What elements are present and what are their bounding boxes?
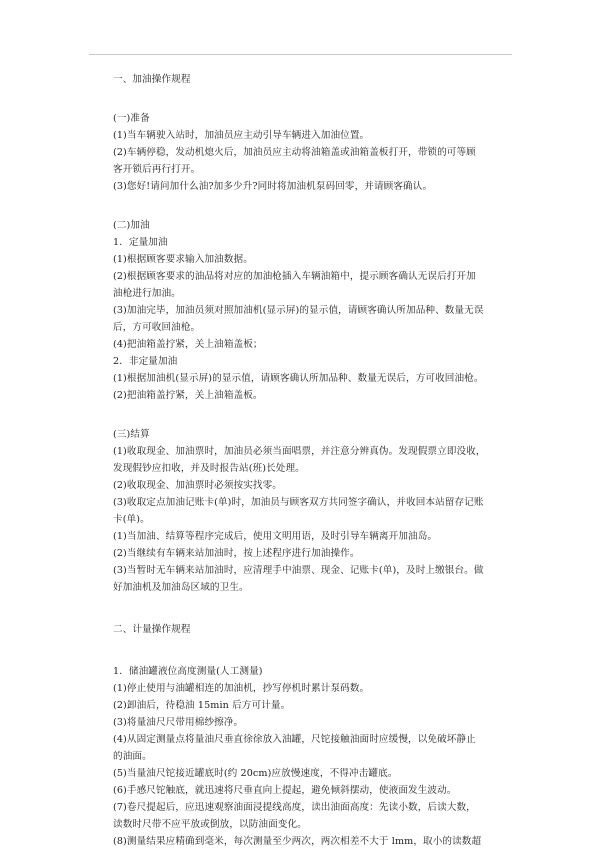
paragraph-line: 后，方可收回油枪。 — [113, 322, 201, 333]
section-heading: 一、加油操作规程 — [113, 74, 191, 85]
paragraph-line: (5)当量油尺铊接近罐底时(约 20cm)应放慢速度，不得冲击罐底。 — [113, 768, 398, 779]
header-rule — [89, 54, 512, 55]
paragraph-line: 2．非定量加油 — [113, 356, 178, 367]
paragraph-line: 卡(单)。 — [113, 514, 150, 525]
document-body — [113, 71, 518, 850]
paragraph-line: (1)根据加油机(显示屏)的显示值，请顾客确认所加品种、数量无误后，方可收回油枪。 — [113, 373, 484, 384]
paragraph-line: (3)加油完毕，加油员须对照加油机(显示屏)的显示值，请顾客确认所加品种、数量无误 — [113, 305, 484, 316]
paragraph-line: 油枪进行加油。 — [113, 288, 181, 299]
paragraph-line: 客开锁后再行打开。 — [113, 164, 201, 175]
paragraph-line: (3)当暂时无车辆来站加油时，应清理手中油票、现金、记账卡(单)，及时上缴银台。做 — [113, 565, 484, 576]
paragraph-line: (2)卸油后，待稳油 15min 后方可计量。 — [113, 700, 291, 711]
paragraph-line: 1．定量加油 — [113, 237, 168, 248]
paragraph-line: (2)根据顾客要求的油品将对应的加油枪插入车辆油箱中，提示顾客确认无误后打开加 — [113, 271, 476, 282]
paragraph-line: (1)当加油、结算等程序完成后，使用文明用语，及时引导车辆离开加油岛。 — [113, 531, 438, 542]
paragraph-line: (6)手感尺铊触底，就迅速将尺垂直向上提起，避免倾斜摆动，使液面发生波动。 — [113, 785, 457, 796]
paragraph-line: (4)从固定测量点将量油尺垂直徐徐放入油罐，尺铊接触油面时应缓慢，以免破坏静止 — [113, 734, 476, 745]
paragraph-line: (2)当继续有车辆来站加油时，按上述程序进行加油操作。 — [113, 548, 360, 559]
paragraph-line: (3)收取定点加油记账卡(单)时，加油员与顾客双方共同签字确认，并收回本站留存记账 — [113, 497, 484, 508]
paragraph-line: (1)当车辆驶入站时，加油员应主动引导车辆进入加油位置。 — [113, 130, 370, 141]
paragraph-line: (2)收取现金、加油票时必须按实找零。 — [113, 480, 282, 491]
paragraph-line: (1)收取现金、加油票时，加油员必须当面唱票，并注意分辨真伪。发现假票立即没收， — [113, 446, 486, 457]
paragraph-line: (2)把油箱盖拧紧，关上油箱盖板。 — [113, 390, 263, 401]
section-heading: 二、计量操作规程 — [113, 624, 191, 635]
paragraph-line: 好加油机及加油岛区域的卫生。 — [113, 582, 249, 593]
paragraph-line: (3)您好!请问加什么油?加多少升?同时将加油机泵码回零，并请顾客确认。 — [113, 181, 433, 192]
paragraph-line: (8)测量结果应精确到毫米，每次测量至少两次，两次相差不大于 lmm，取小的读数超 — [113, 836, 482, 847]
subsection-heading: (三)结算 — [113, 429, 150, 440]
paragraph-line: (3)将量油尺尺带用棉纱擦净。 — [113, 717, 244, 728]
subsection-heading: (二)加油 — [113, 220, 150, 231]
paragraph-line: 读数时尺带不应平放或倒放，以防油面变化。 — [113, 819, 307, 830]
paragraph-line: (1)停止使用与油罐相连的加油机，抄写停机时累计泵码数。 — [113, 683, 370, 694]
paragraph-line: 的油面。 — [113, 751, 152, 762]
paragraph-line: 发现假钞应扣收，并及时报告站(班)长处理。 — [113, 463, 305, 474]
subsection-heading: (一)准备 — [113, 113, 150, 124]
paragraph-line: 1．储油罐液位高度测量(人工测量) — [113, 666, 263, 677]
paragraph-line: (4)把油箱盖拧紧，关上油箱盖板； — [113, 339, 263, 350]
paragraph-line: (7)卷尺提起后，应迅速观察油面浸提线高度，读出油面高度：先读小数，后读大数， — [113, 802, 476, 813]
paragraph-line: (2)车辆停稳，发动机熄火后，加油员应主动将油箱盖或油箱盖板打开，带锁的可等顾 — [113, 147, 476, 158]
paragraph-line: (1)根据顾客要求输入加油数据。 — [113, 254, 253, 265]
